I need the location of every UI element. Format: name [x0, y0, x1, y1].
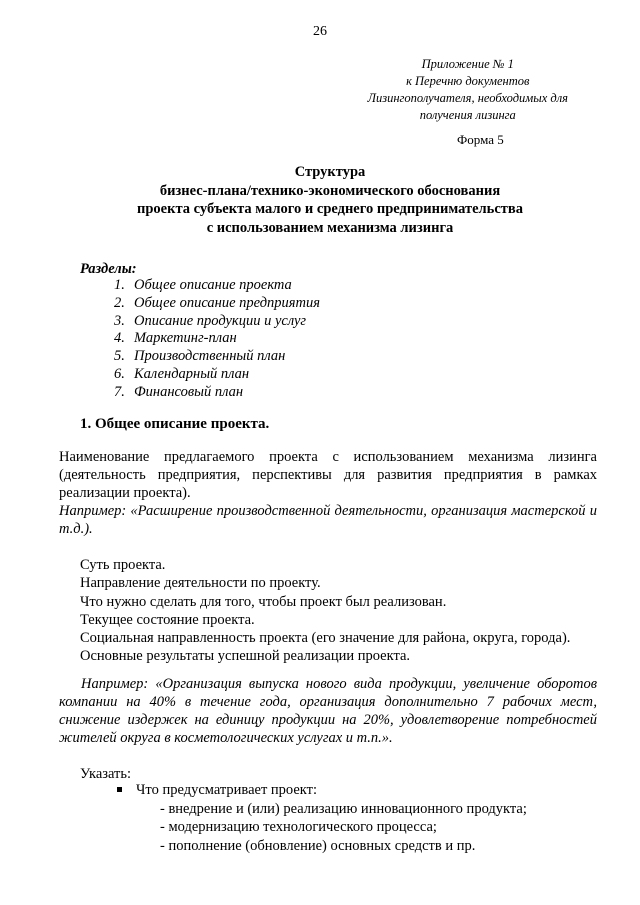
section-item: [114, 295, 320, 313]
project-essence-list: [80, 556, 570, 666]
project-name-paragraph: Наименование предлагаемого проекта с использованием механизма лизинга (деятельность предприятия, перспективы для развития предприятия в рамках реализации проекта).: [59, 449, 597, 501]
section-item: [114, 384, 320, 402]
provision-item: - пополнение (обновление) основных средств и пр.: [160, 837, 476, 854]
appendix-note: [368, 56, 568, 124]
section-text: Производственный план: [134, 348, 286, 365]
section-text: Описание продукции и услуг: [134, 312, 307, 329]
indicate-label: Указать:: [80, 766, 132, 782]
section-item: [114, 348, 320, 366]
essence-line: Направление деятельности по проекту.: [80, 575, 321, 592]
appendix-line: Приложение № 1: [421, 57, 514, 71]
section-item: [114, 277, 320, 295]
example-2: Например: «Организация выпуска нового вида продукции, увеличение оборотов компании на 40% в течение года, организация дополнительно 7 рабочих мест, снижение издержек на единицу продукции на 20%, удовлетворение потребностей жителей округа в косметологических услугах и т.п.».: [59, 676, 597, 746]
essence-line: Основные результаты успешной реализации проекта.: [80, 648, 411, 665]
section-text: Календарный план: [134, 365, 250, 382]
document-title: [60, 163, 600, 237]
title-line: Структура: [294, 164, 366, 180]
section-item: [114, 313, 320, 331]
title-line: бизнес-плана/технико-экономического обоснования: [159, 182, 501, 199]
title-line: с использованием механизма лизинга: [206, 219, 454, 236]
section-number: 2.: [114, 294, 125, 311]
essence-line: Текущее состояние проекта.: [80, 611, 255, 628]
bullet-item: [117, 782, 317, 799]
provision-item: - модернизацию технологического процесса;: [160, 819, 437, 836]
provision-item: - внедрение и (или) реализацию инновационного продукта;: [160, 801, 527, 817]
example-1: Например: «Расширение производственной деятельности, организация мастерской и т.д.).: [59, 503, 597, 537]
appendix-line: к Перечню документов: [406, 74, 530, 88]
appendix-line: Лизингополучателя, необходимых для: [367, 91, 568, 105]
section1-heading: 1. Общее описание проекта.: [80, 416, 270, 432]
section-number: 1.: [114, 277, 125, 293]
appendix-line: получения лизинга: [419, 108, 516, 122]
section-number: 3.: [114, 312, 125, 329]
essence-line: Социальная направленность проекта (его значение для района, округа, города).: [80, 630, 571, 647]
section-number: 4.: [114, 330, 125, 347]
project-provisions-list: [160, 800, 527, 855]
section-text: Общее описание предприятия: [134, 294, 320, 311]
sections-heading: Разделы:: [80, 261, 137, 277]
sections-list: [114, 277, 320, 402]
form-label: Форма 5: [457, 132, 504, 147]
page-number: 26: [313, 24, 327, 39]
section-number: 7.: [114, 383, 125, 400]
section-item: [114, 366, 320, 384]
bullet-text: Что предусматривает проект:: [136, 782, 318, 798]
section-number: 5.: [114, 348, 125, 365]
title-line: проекта субъекта малого и среднего предпринимательства: [137, 201, 523, 217]
essence-line: Суть проекта.: [80, 557, 166, 573]
section-text: Финансовый план: [134, 383, 244, 400]
bullet-icon: [117, 787, 122, 792]
section-text: Общее описание проекта: [134, 277, 292, 293]
section-item: [114, 330, 320, 348]
section-number: 6.: [114, 365, 125, 382]
essence-line: Что нужно сделать для того, чтобы проект был реализован.: [80, 593, 447, 610]
section-text: Маркетинг-план: [134, 330, 237, 347]
